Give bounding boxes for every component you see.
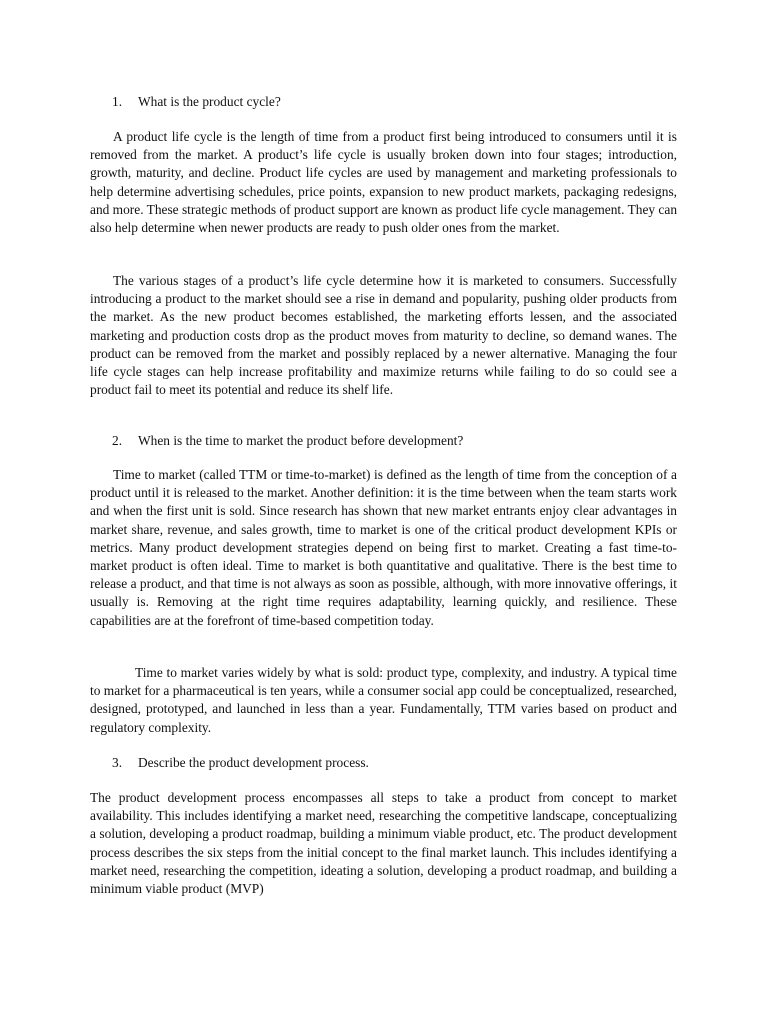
question-number: 1. — [112, 94, 123, 109]
paragraph: The various stages of a product’s life cycle determine how it is marketed to consumers. Successfully introducing a product to the market should see a rise in demand and popularity, pushing older products from the market. As the new product becomes established, the marketing efforts lessen, and the associated marketing and production costs drop as the product moves from maturity to decline, so demand wanes. The product can be removed from the market and possibly replaced by a newer alternative. Managing the four life cycle stages can help increase profitability and maximize returns while failing to do so could see a product fail to meet its potential and reduce its shelf life. — [90, 273, 677, 398]
question-number: 3. — [112, 755, 123, 770]
paragraph: The product development process encompasses all steps to take a product from concept to market availability. This includes identifying a market need, researching the competitive landscape, conceptualizing a solution, developing a product roadmap, building a minimum viable product, etc. The product development process describes the six steps from the initial concept to the final market launch. This includes identifying a market need, researching the competition, ideating a solution, developing a product roadmap, and building a minimum viable product (MVP) — [90, 790, 677, 897]
paragraph: A product life cycle is the length of time from a product first being introduced to consumers until it is removed from the market. A product’s life cycle is usually broken down into four stages; introduction, growth, maturity, and decline. Product life cycles are used by management and marketing professionals to help determine advertising schedules, price points, expansion to new product markets, packaging redesigns, and more. These strategic methods of product support are known as product life cycle management. They can also help determine when newer products are ready to push older ones from the market. — [90, 129, 678, 236]
question-text: When is the time to market the product before development? — [138, 433, 464, 448]
question-number: 2. — [112, 433, 123, 448]
paragraph: Time to market varies widely by what is sold: product type, complexity, and industry. A typical time to market for a pharmaceutical is ten years, while a consumer social app could be conceptualized, researched, designed, prototyped, and launched in less than a year. Fundamentally, TTM varies based on product and regulatory complexity. — [90, 665, 677, 735]
question-text: What is the product cycle? — [138, 94, 281, 109]
question-text: Describe the product development process. — [138, 755, 369, 770]
paragraph: Time to market (called TTM or time-to-market) is defined as the length of time from the conception of a product until it is released to the market. Another definition: it is the time between when the team starts work and when the first unit is sold. Since research has shown that new market entrants enjoy clear advantages in market share, revenue, and sales growth, time to market is one of the critical product development KPIs or metrics. Many product development strategies depend on being first to market. Creating a fast time-to-market product is often ideal. Time to market is both quantitative and qualitative. There is the best time to release a product, and that time is not always as soon as possible, although, with more innovative offerings, it usually is. Removing at the right time requires adaptability, learning quickly, and resilience. These capabilities are at the forefront of time-based competition today. — [90, 467, 677, 628]
